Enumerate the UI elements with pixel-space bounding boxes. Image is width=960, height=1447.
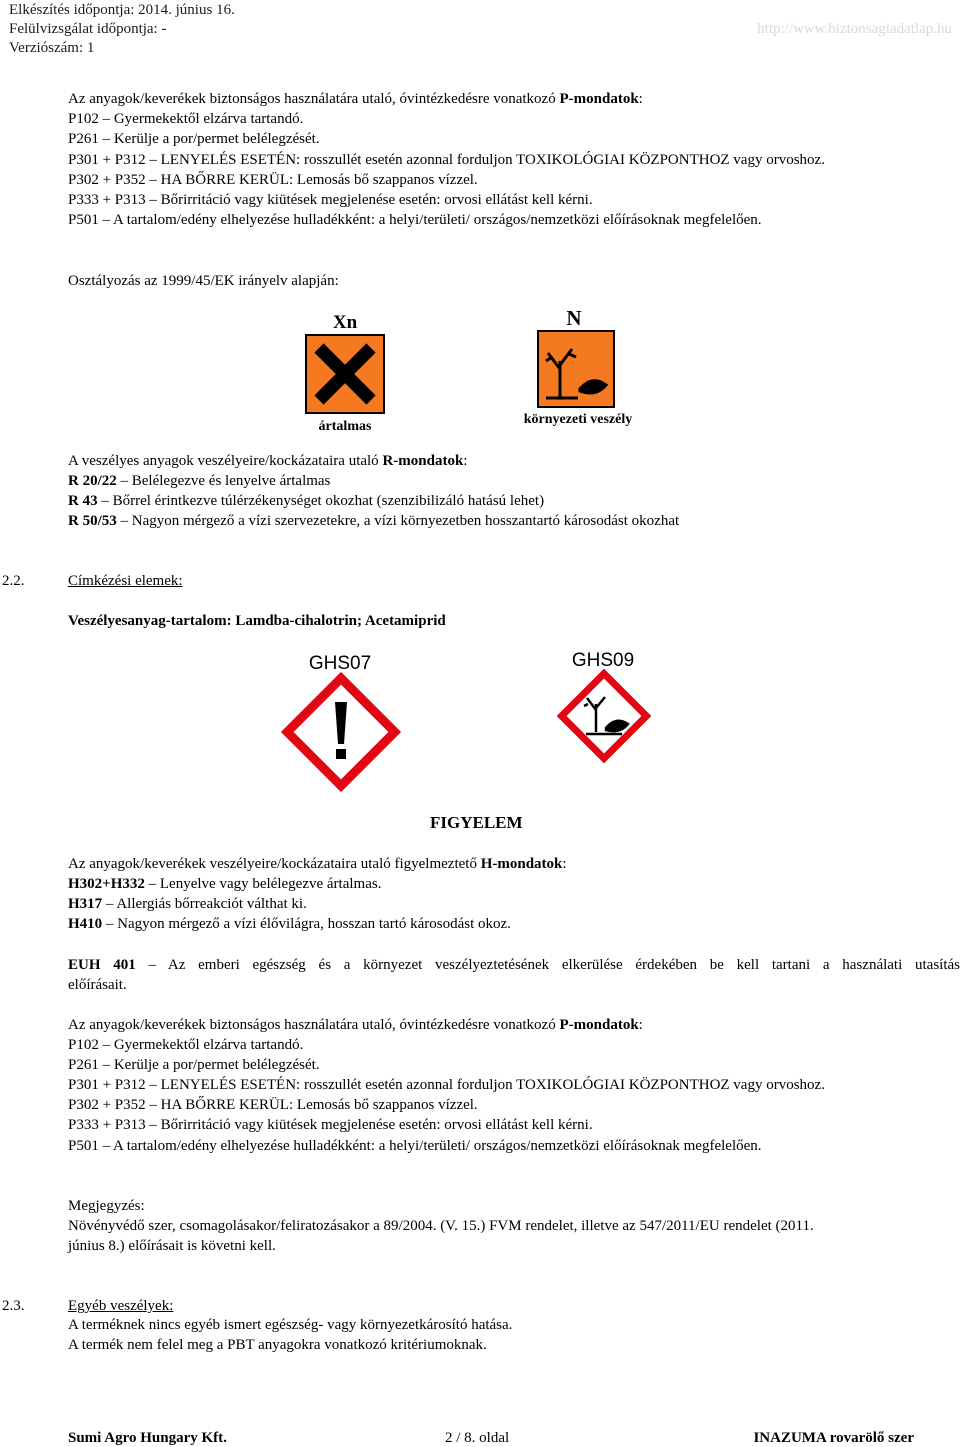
euh-code: EUH 401 bbox=[68, 957, 136, 973]
hazardous-content: Veszélyesanyag-tartalom: Lamdba-cihalotrin; Acetamiprid bbox=[68, 613, 446, 629]
ghs09-pictogram bbox=[558, 648, 658, 778]
p-statement: P333 + P313 – Bőrirritáció vagy kiütések megjelenése esetén: orvosi ellátást kell kérni. bbox=[68, 1117, 593, 1133]
euh-statement-line2: előírásait. bbox=[68, 977, 127, 993]
other-hazards-line1: A terméknek nincs egyéb ismert egészség- vagy környezetkárosító hatása. bbox=[68, 1317, 513, 1333]
intro-keyword: P-mondatok bbox=[559, 91, 639, 107]
note-text-line1: Növényvédő szer, csomagolásakor/feliratozásakor a 89/2004. (V. 15.) FVM rendelet, illetve az 547/2011/EU rendelet (2011. bbox=[68, 1218, 814, 1234]
h-statement bbox=[68, 875, 381, 893]
ghs07-code-text: GHS07 bbox=[308, 653, 372, 674]
header-revision-date: Felülvizsgálat időpontja: - bbox=[9, 21, 167, 37]
note-title: Megjegyzés: bbox=[68, 1198, 145, 1214]
intro-keyword: P-mondatok bbox=[559, 1017, 639, 1033]
intro-suffix: : bbox=[562, 856, 567, 872]
h-statement bbox=[68, 915, 511, 933]
r-statements-intro bbox=[68, 452, 467, 470]
p-statement: P302 + P352 – HA BŐRRE KERÜL: Lemosás bő szappanos vízzel. bbox=[68, 172, 478, 188]
r-text: – Belélegezve és lenyelve ártalmas bbox=[116, 473, 331, 489]
intro-text: A veszélyes anyagok veszélyeire/kockázataira utaló bbox=[68, 453, 383, 469]
euh-statement-line1 bbox=[68, 956, 960, 974]
n-code-text: N bbox=[566, 306, 582, 330]
r-text: – Bőrrel érintkezve túlérzékenységet okozhat (szenzibilizáló hatású lehet) bbox=[97, 493, 545, 509]
p-statement: P302 + P352 – HA BŐRRE KERÜL: Lemosás bő szappanos vízzel. bbox=[68, 1097, 478, 1113]
signal-word: FIGYELEM bbox=[430, 813, 523, 832]
section-2-3-number: 2.3. bbox=[2, 1298, 25, 1314]
p-statement: P261 – Kerülje a por/permet belélegzését. bbox=[68, 1057, 320, 1073]
r-statement bbox=[68, 512, 679, 530]
r-statement bbox=[68, 472, 330, 490]
n-environment-symbol bbox=[512, 305, 652, 430]
p-statement: P333 + P313 – Bőrirritáció vagy kiütések megjelenése esetén: orvosi ellátást kell kérni. bbox=[68, 192, 593, 208]
p-statement: P261 – Kerülje a por/permet belélegzését. bbox=[68, 131, 320, 147]
classification-title: Osztályozás az 1999/45/EK irányelv alapján: bbox=[68, 273, 339, 289]
r-statement bbox=[68, 492, 544, 510]
intro-suffix: : bbox=[638, 1017, 643, 1033]
euh-text: – Az emberi egészség és a környezet veszélyeztetésének elkerülése érdekében be kell tartani a használati utasítás bbox=[135, 957, 960, 973]
r-code: R 43 bbox=[68, 493, 98, 509]
n-orange-square bbox=[538, 331, 614, 407]
r-text: – Nagyon mérgező a vízi szervezetekre, a vízi környezetben hosszantartó károsodást okozhat bbox=[116, 513, 680, 529]
note-text-line2: június 8.) előírásait is követni kell. bbox=[68, 1238, 276, 1254]
p-statement: P301 + P312 – LENYELÉS ESETÉN: rosszullét esetén azonnal forduljon TOXIKOLÓGIAI KÖZPONTHOZ vagy orvoshoz. bbox=[68, 152, 825, 168]
p-statement: P102 – Gyermekektől elzárva tartandó. bbox=[68, 1037, 304, 1053]
other-hazards-line2: A termék nem felel meg a PBT anyagokra vonatkozó kritériumoknak. bbox=[68, 1337, 487, 1353]
h-statements-intro bbox=[68, 855, 567, 873]
footer-company: Sumi Agro Hungary Kft. bbox=[68, 1430, 227, 1446]
intro-keyword: R-mondatok bbox=[382, 453, 464, 469]
p-statement: P102 – Gyermekektől elzárva tartandó. bbox=[68, 111, 304, 127]
header-created-date: Elkészítés időpontja: 2014. június 16. bbox=[9, 2, 235, 18]
p-statement: P301 + P312 – LENYELÉS ESETÉN: rosszullét esetén azonnal forduljon TOXIKOLÓGIAI KÖZPONTHOZ vagy orvoshoz. bbox=[68, 1077, 825, 1093]
footer-product-name: INAZUMA rovarölő szer bbox=[753, 1430, 914, 1446]
footer-page-number: 2 / 8. oldal bbox=[445, 1430, 510, 1446]
intro-suffix: : bbox=[463, 453, 468, 469]
r-code: R 20/22 bbox=[68, 473, 117, 489]
xn-code-text: Xn bbox=[332, 312, 358, 333]
xn-label-text: ártalmas bbox=[318, 419, 372, 434]
p-statements-intro bbox=[68, 1016, 643, 1034]
h-code: H302+H332 bbox=[68, 876, 145, 892]
section-2-2-number: 2.2. bbox=[2, 573, 25, 589]
h-text: – Nagyon mérgező a vízi élővilágra, hosszan tartó károsodást okoz. bbox=[102, 916, 511, 932]
header-version: Verziószám: 1 bbox=[9, 40, 95, 56]
h-code: H410 bbox=[68, 916, 103, 932]
intro-text: Az anyagok/keverékek biztonságos használatára utaló, óvintézkedésre vonatkozó bbox=[68, 91, 560, 107]
p-statements-intro bbox=[68, 90, 643, 108]
r-code: R 50/53 bbox=[68, 513, 117, 529]
h-code: H317 bbox=[68, 896, 103, 912]
section-2-3-title: Egyéb veszélyek: bbox=[68, 1298, 174, 1314]
p-statement: P501 – A tartalom/edény elhelyezése hulladékként: a helyi/területi/ országos/nemzetközi előírásoknak megfelelően. bbox=[68, 212, 762, 228]
h-text: – Lenyelve vagy belélegezve ártalmas. bbox=[144, 876, 382, 892]
h-text: – Allergiás bőrreakciót válthat ki. bbox=[102, 896, 307, 912]
intro-keyword: H-mondatok bbox=[480, 856, 563, 872]
h-statement bbox=[68, 895, 307, 913]
header-website-link[interactable]: http://www.biztonsagiadatlap.hu bbox=[757, 21, 952, 37]
xn-harmful-symbol bbox=[305, 310, 385, 435]
p-statement: P501 – A tartalom/edény elhelyezése hulladékként: a helyi/területi/ országos/nemzetközi előírásoknak megfelelően. bbox=[68, 1138, 762, 1154]
intro-text: Az anyagok/keverékek biztonságos használatára utaló, óvintézkedésre vonatkozó bbox=[68, 1017, 560, 1033]
ghs07-pictogram bbox=[295, 648, 395, 813]
section-2-2-title: Címkézési elemek: bbox=[68, 573, 183, 589]
n-label-text: környezeti veszély bbox=[523, 412, 633, 427]
ghs-red-diamond bbox=[562, 674, 647, 759]
intro-text: Az anyagok/keverékek veszélyeire/kockázataira utaló figyelmeztető bbox=[68, 856, 481, 872]
intro-suffix: : bbox=[638, 91, 643, 107]
ghs09-code-text: GHS09 bbox=[571, 650, 635, 671]
